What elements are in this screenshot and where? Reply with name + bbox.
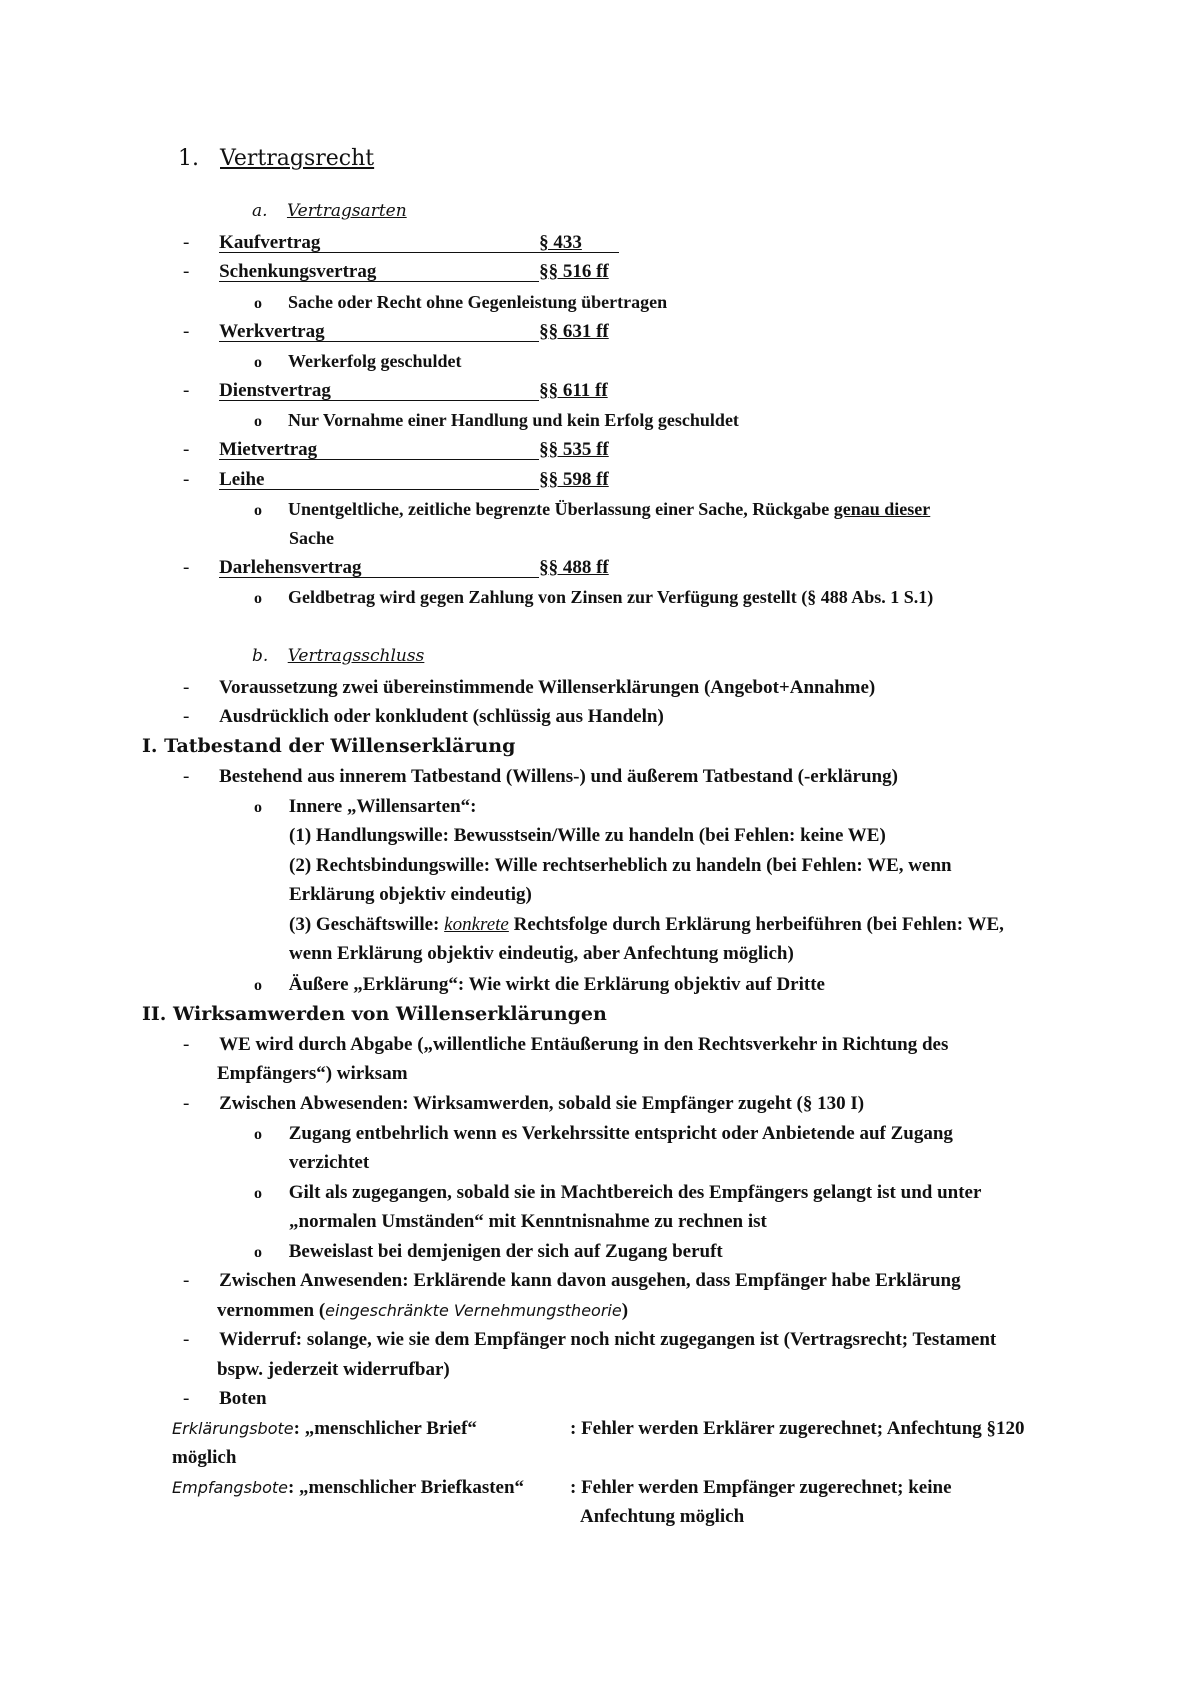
circle-bullet: o: [254, 1126, 262, 1143]
note-text: Nur Vornahme einer Handlung und kein Erfolg geschuldet: [288, 410, 739, 430]
note-text: [288, 499, 930, 519]
text-part: ): [621, 1300, 629, 1321]
contract-row: [183, 381, 608, 401]
note-text: Zugang entbehrlich wenn es Verkehrssitte entspricht oder Anbietende auf Zugang: [288, 1123, 953, 1144]
list-item: [183, 1094, 864, 1113]
text-part: Rechtsfolge durch Erklärung herbeiführen (bei Fehlen: WE,: [508, 914, 1004, 935]
text-part: vernommen (: [217, 1300, 326, 1321]
note-row: [254, 975, 825, 994]
dash-bullet: -: [183, 1270, 190, 1291]
dash-bullet: -: [183, 1034, 190, 1055]
emphasis-konkrete: konkrete: [444, 914, 509, 935]
circle-bullet: o: [254, 295, 262, 312]
list-item: [183, 707, 664, 726]
contract-name: Mietvertrag: [219, 440, 539, 460]
contract-row: [183, 262, 609, 282]
note-row: [254, 411, 739, 430]
note-text: Innere „Willensarten“:: [288, 796, 477, 817]
contract-paragraph: §§ 516 ff: [539, 261, 609, 282]
contract-paragraph: §§ 535 ff: [539, 439, 609, 460]
contract-name: Dienstvertrag: [219, 381, 539, 401]
list-item-text: Zwischen Anwesenden: Erklärende kann davon ausgehen, dass Empfänger habe Erklärung: [219, 1270, 961, 1291]
subheading-vertragsschluss: [252, 648, 424, 665]
circle-bullet: o: [254, 977, 262, 994]
willensart-2: (2) Rechtsbindungswille: Wille rechtserheblich zu handeln (bei Fehlen: WE, wenn: [289, 855, 952, 876]
contract-name: Schenkungsvertrag: [219, 262, 539, 282]
erklaerungsbote-continuation: möglich: [172, 1447, 237, 1468]
note-text: Geldbetrag wird gegen Zahlung von Zinsen zur Verfügung gestellt (§ 488 Abs. 1 S.1): [288, 587, 934, 607]
dash-bullet: -: [183, 557, 190, 578]
note-row: [254, 293, 667, 312]
dash-bullet: -: [183, 232, 190, 253]
text-part: (3) Geschäftswille:: [289, 914, 445, 935]
list-item-text: WE wird durch Abgabe („willentliche Entäußerung in den Rechtsverkehr in Richtung des: [219, 1034, 949, 1055]
list-item-text: Zwischen Abwesenden: Wirksamwerden, sobald sie Empfänger zugeht (§ 130 I): [219, 1093, 865, 1114]
term-description: : „menschlicher Briefkasten“: [287, 1477, 525, 1498]
list-item-continuation: bspw. jederzeit widerrufbar): [217, 1359, 450, 1380]
contract-name: Leihe: [219, 470, 539, 490]
note-continuation: „normalen Umständen“ mit Kenntnisnahme zu rechnen ist: [289, 1211, 767, 1232]
note-text: Äußere „Erklärung“: Wie wirkt die Erklärung objektiv auf Dritte: [288, 974, 825, 995]
note-row: [254, 1183, 981, 1202]
dash-bullet: -: [183, 261, 190, 282]
list-item-continuation: Empfängers“) wirksam: [217, 1063, 408, 1084]
note-text: Sache oder Recht ohne Gegenleistung übertragen: [288, 292, 668, 312]
subheading-vertragsarten: [252, 203, 407, 220]
note-continuation: Sache: [289, 528, 334, 548]
term-empfangsbote: Empfangsbote: [172, 1478, 288, 1497]
heading-title: Vertragsrecht: [220, 146, 375, 171]
note-continuation: verzichtet: [289, 1152, 370, 1173]
circle-bullet: o: [254, 413, 262, 430]
emphasis-vernehmungstheorie: eingeschränkte Vernehmungstheorie: [325, 1301, 622, 1320]
list-item: [183, 1330, 996, 1349]
contract-name: Darlehensvertrag: [219, 558, 539, 578]
empfangsbote-effect: : Fehler werden Empfänger zugerechnet; keine: [570, 1477, 952, 1498]
erklaerungsbote-label: [172, 1419, 477, 1438]
empfangsbote-continuation: Anfechtung möglich: [580, 1506, 745, 1527]
dash-bullet: -: [183, 677, 190, 698]
list-item: [183, 1389, 267, 1408]
contract-paragraph: §§ 488 ff: [539, 557, 609, 578]
term-erklaerungsbote: Erklärungsbote: [172, 1419, 294, 1438]
circle-bullet: o: [254, 1185, 262, 1202]
circle-bullet: o: [254, 799, 262, 816]
list-item-text: Ausdrücklich oder konkludent (schlüssig aus Handeln): [219, 706, 664, 727]
circle-bullet: o: [254, 590, 262, 607]
erklaerungsbote-effect: : Fehler werden Erklärer zugerechnet; Anfechtung §120: [570, 1418, 1025, 1439]
dash-bullet: -: [183, 706, 190, 727]
dash-bullet: -: [183, 439, 190, 460]
list-item-text: Widerruf: solange, wie sie dem Empfänger noch nicht zugegangen ist (Vertragsrecht; Testament: [219, 1329, 997, 1350]
subheading-letter: a.: [252, 201, 268, 221]
contract-name: Kaufvertrag: [219, 233, 539, 253]
contract-paragraph: §§ 598 ff: [539, 469, 609, 490]
list-item-continuation: [217, 1301, 628, 1320]
contract-paragraph: § 433: [539, 233, 619, 253]
note-row: [254, 797, 476, 816]
empfangsbote-label: [172, 1478, 524, 1497]
contract-row: [183, 233, 619, 253]
dash-bullet: -: [183, 766, 190, 787]
note-row: [254, 352, 461, 371]
list-item: [183, 678, 875, 697]
dash-bullet: -: [183, 380, 190, 401]
section-heading-tatbestand: I. Tatbestand der Willenserklärung: [142, 735, 516, 757]
subheading-title: Vertragsschluss: [287, 646, 425, 666]
note-row: [254, 1242, 723, 1261]
willensart-1: (1) Handlungswille: Bewusstsein/Wille zu handeln (bei Fehlen: keine WE): [289, 825, 886, 846]
contract-name: Werkvertrag: [219, 322, 539, 342]
list-item-text: Bestehend aus innerem Tatbestand (Willens-) und äußerem Tatbestand (-erklärung): [219, 766, 898, 787]
dash-bullet: -: [183, 1388, 190, 1409]
dash-bullet: -: [183, 469, 190, 490]
heading-number: 1.: [178, 146, 199, 171]
dash-bullet: -: [183, 1329, 190, 1350]
circle-bullet: o: [254, 354, 262, 371]
circle-bullet: o: [254, 502, 262, 519]
section-heading-wirksamwerden: II. Wirksamwerden von Willenserklärungen: [142, 1003, 607, 1025]
list-item-text: Boten: [219, 1388, 267, 1409]
contract-row: [183, 440, 609, 460]
circle-bullet: o: [254, 1244, 262, 1261]
note-text: Beweislast bei demjenigen der sich auf Zugang beruft: [288, 1241, 723, 1262]
contract-row: [183, 322, 609, 342]
note-row: [254, 500, 930, 519]
contract-paragraph: §§ 631 ff: [539, 321, 609, 342]
note-row: [254, 588, 933, 607]
list-item: [183, 1271, 961, 1290]
contract-row: [183, 558, 609, 578]
note-text-part: Unentgeltliche, zeitliche begrenzte Überlassung einer Sache, Rückgabe: [288, 499, 834, 519]
subheading-title: Vertragsarten: [286, 201, 407, 221]
dash-bullet: -: [183, 321, 190, 342]
note-text: Werkerfolg geschuldet: [288, 351, 462, 371]
list-item: [183, 767, 898, 786]
note-row: [254, 1124, 953, 1143]
note-text: Gilt als zugegangen, sobald sie in Machtbereich des Empfängers gelangt ist und unter: [288, 1182, 982, 1203]
term-description: : „menschlicher Brief“: [293, 1418, 477, 1439]
contract-row: [183, 470, 609, 490]
willensart-3-continuation: wenn Erklärung objektiv eindeutig, aber Anfechtung möglich): [289, 943, 794, 964]
subheading-letter: b.: [252, 646, 269, 666]
list-item-text: Voraussetzung zwei übereinstimmende Willenserklärungen (Angebot+Annahme): [219, 677, 876, 698]
heading-vertragsrecht: [178, 148, 374, 170]
willensart-2-continuation: Erklärung objektiv eindeutig): [289, 884, 532, 905]
willensart-3: [289, 915, 1004, 934]
contract-paragraph: §§ 611 ff: [539, 380, 608, 401]
dash-bullet: -: [183, 1093, 190, 1114]
note-text-underlined: genau dieser: [833, 499, 931, 519]
list-item: [183, 1035, 948, 1054]
